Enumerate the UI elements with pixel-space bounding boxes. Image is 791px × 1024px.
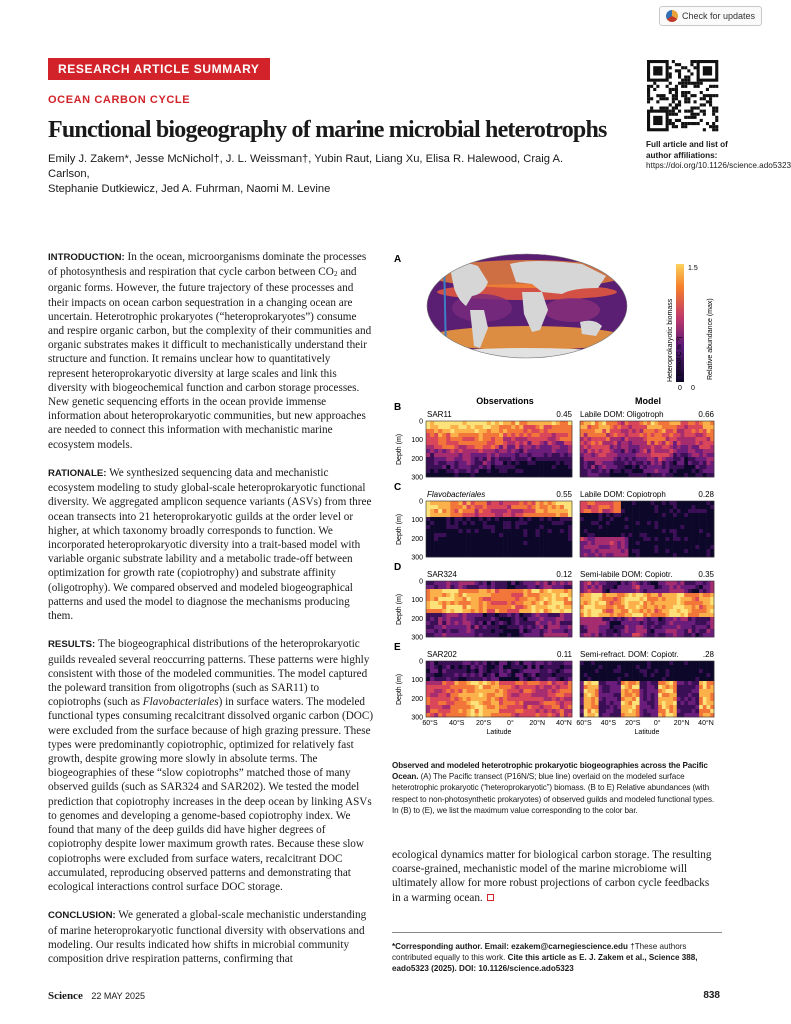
observation-max-value: 0.45 [556, 410, 572, 419]
panel-letter: D [394, 562, 402, 573]
results-heading: RESULTS: [48, 639, 96, 651]
conclusion-tail-text: ecological dynamics matter for biological carbon storage. The resulting coarse-grained, mechanistic model of the marine microbiome will ultimately allow for more robust projections of carbon cycle feedbacks in a warming ocean. [392, 849, 712, 904]
observation-max-value: 0.12 [556, 570, 572, 579]
latitude-tick-label: 60°S [422, 720, 438, 727]
page-title: Functional biogeography of marine microbial heterotrophs [48, 117, 607, 143]
panel-row-e [394, 642, 715, 736]
latitude-tick-label: 60°S [576, 720, 592, 727]
introduction-text-b: and organic forms. However, the future trajectory of these processes and their impacts on ocean carbon sequestration in a changing ocean are uncertain. Heterotrophic prokaryotes (“heteroprokaryotes”) consume and respire organic carbon, but the complexity of their communities and organic substrates makes it difficult to mechanistically understand their structure and function. It remains unclear how to quantitatively represent heteroprokaryotic diversity at large scales and link this diversity with biogeochemical function and carbon storage processes. New genetic sequencing efforts in the ocean provide immense information about heteroprokaryotic communities, but new approaches are needed to connect this information with mechanistic marine ecosystem models. [48, 266, 372, 451]
results-text-a: The biogeographical distributions of the heteroprokaryotic guilds revealed several reoccurring patterns. These patterns were highly consistent with those of the modeled communities. The model captured the poleward transition from oligotrophs (such as SAR11) to copiotrophs (such as [48, 638, 370, 709]
authors [48, 152, 578, 197]
colorbar-title-1: Heteroprokaryotic biomass [667, 298, 674, 382]
panel-letter: B [394, 402, 402, 413]
depth-tick-label: 100 [411, 437, 423, 445]
model-max-value: 0.28 [698, 490, 714, 499]
model-type-label: Semi-labile DOM: Copiotr. [580, 570, 673, 579]
observation-max-value: 0.55 [556, 490, 572, 499]
model-max-value: 0.35 [698, 570, 714, 579]
citation-note: Cite this article as E. J. Zakem et al., Science 388, eado5323 (2025). DOI: 10.1126/science.ado5323 [392, 953, 698, 973]
panel-letter: E [394, 642, 401, 653]
panel-letter: C [394, 482, 402, 493]
model-heatmap [580, 661, 714, 717]
latitude-tick-label: 0° [507, 720, 514, 727]
panel-row-b [394, 402, 715, 482]
article-link-note [646, 140, 791, 172]
article-doi-link[interactable]: https://doi.org/10.1126/science.ado5323 [646, 161, 791, 170]
conclusion-heading: CONCLUSION: [48, 910, 116, 922]
latitude-tick-label: 20°N [673, 720, 690, 727]
depth-axis-label: Depth (m) [396, 593, 403, 625]
equal-contribution-note: †These authors contributed equally to this work. [392, 942, 687, 962]
conclusion-paragraph [48, 908, 374, 966]
observation-guild-label: SAR11 [427, 410, 452, 419]
depth-tick-label: 200 [411, 695, 423, 703]
depth-tick-label: 200 [411, 455, 423, 463]
colorbar-rel-min-label: 0 [691, 385, 695, 392]
latitude-axis-label: Latitude [486, 729, 512, 736]
latitude-tick-label: 20°N [529, 720, 546, 727]
colorbar-title-3: Relative abundance (max) [707, 298, 714, 380]
depth-tick-label: 100 [411, 517, 423, 525]
latitude-tick-label: 40°N [556, 720, 572, 727]
model-heatmap [580, 501, 714, 557]
depth-tick-label: 300 [411, 474, 423, 482]
page-number: 838 [703, 990, 720, 1001]
panel-a-letter: A [394, 254, 402, 265]
article-link-label: Full article and list of author affiliations: [646, 140, 728, 160]
check-for-updates-button[interactable] [659, 6, 762, 26]
depth-tick-label: 100 [411, 597, 423, 605]
corresponding-author: *Corresponding author. Email: ezakem@carnegiescience.edu [392, 942, 628, 951]
journal-name: Science [48, 990, 83, 1002]
depth-tick-label: 0 [419, 578, 423, 586]
observation-guild-label: Flavobacteriales [427, 490, 486, 499]
depth-tick-label: 300 [411, 714, 423, 722]
pacific-transect-line [444, 256, 446, 356]
section-panels [394, 402, 715, 736]
model-heatmap [580, 581, 714, 637]
introduction-heading: INTRODUCTION: [48, 252, 125, 263]
results-italic: Flavobacteriales [142, 696, 219, 709]
depth-tick-label: 0 [419, 498, 423, 506]
observation-heatmap [426, 501, 572, 557]
model-type-label: Labile DOM: Copiotroph [580, 490, 666, 499]
conclusion-continuation [392, 848, 718, 905]
caption-text: (A) The Pacific transect (P16N/S; blue line) overlaid on the modeled surface heterotrophic prokaryotic (“heteroprokaryotic”) biomass. (B to E) Relative abundances (with respect to non-photosynthetic prokaryotes) of observed guilds and modeled functional types. In (B) to (E), we list the maximum value corresponding to the color bar. [392, 772, 715, 815]
colorbar-title-2: (mmol C m⁻³) [676, 336, 683, 376]
latitude-tick-label: 40°S [600, 720, 617, 727]
model-heatmap [580, 421, 714, 477]
depth-tick-label: 300 [411, 634, 423, 642]
model-type-label: Semi-refract. DOM: Copiotr. [580, 650, 679, 659]
ocean-biomass-map [427, 254, 627, 360]
end-mark-icon [487, 894, 494, 901]
panel-row-d [394, 562, 715, 642]
depth-tick-label: 0 [419, 418, 423, 426]
article-type-banner: RESEARCH ARTICLE SUMMARY [48, 58, 270, 80]
colorbar-max-label: 1.5 [688, 265, 698, 272]
depth-axis-label: Depth (m) [396, 513, 403, 545]
depth-tick-label: 100 [411, 677, 423, 685]
rationale-text: We synthesized sequencing data and mechanistic ecosystem modeling to study global-scale heteroprokaryotic functional diversity. We aggregated amplicon sequence variants (ASVs) from three ocean transects into 21 heteroprokaryotic guilds at the order level or higher, at which taxonomy broadly corresponds to function. We incorporated heteroprokaryotic diversity into a trait-based model with variable organic substrate lability and a metabolic trade-off between optimization for growth rate (copiotrophy) and substrate affinity (oligotrophy). We compared observed and modeled biogeographical patterns and used the model to diagnose the mechanisms producing them. [48, 467, 372, 623]
check-updates-label: Check for updates [681, 11, 755, 21]
publication-date: 22 MAY 2025 [91, 991, 146, 1001]
depth-axis-label: Depth (m) [396, 673, 403, 705]
depth-axis-label: Depth (m) [396, 433, 403, 465]
summary-figure [392, 248, 720, 748]
co2-subscript: 2 [333, 269, 338, 279]
observation-heatmap [426, 581, 572, 637]
observation-heatmap [426, 661, 572, 717]
latitude-tick-label: 40°S [449, 720, 465, 727]
latitude-tick-label: 0° [653, 720, 661, 727]
latitude-tick-label: 20°S [625, 720, 641, 727]
depth-tick-label: 200 [411, 535, 423, 543]
observation-guild-label: SAR324 [427, 570, 457, 579]
footer-journal [48, 990, 145, 1002]
rationale-heading: RATIONALE: [48, 468, 107, 480]
model-column-title: Model [635, 396, 661, 406]
depth-tick-label: 300 [411, 554, 423, 562]
caption-title: Observed and modeled heterotrophic prokaryotic biogeographies across the Pacific Ocean. [392, 761, 708, 782]
latitude-tick-label: 40°N [698, 720, 714, 727]
crossmark-icon [666, 10, 678, 22]
results-text-b: ) in surface waters. The modeled functional types consuming recalcitrant dissolved organic carbon (DOC) were excluded from the surface because of high grazing pressure. These types were predominantly copiotrophic, optimized for relatively fast growth, despite growing more slowly in absolute terms. The biogeographies of these “slow copiotrophs” matched those of many observed guilds (such as SAR324 and SAR202). We tested the model prediction that copiotrophy increases in the deep ocean by linking ASVs to genomes and developing a genome-based copiotrophy index. We found that many of the deep guilds did have higher degrees of copiotrophy despite lower maximum growth rates. Because these slow copiotrophs were excluded from surface waters, recalcitrant DOC accumulated, reproducing observed patterns and demonstrating that ecological interactions control surface DOC storage. [48, 696, 374, 893]
observation-heatmap [426, 421, 572, 477]
depth-tick-label: 0 [419, 658, 423, 666]
colorbar-min-label: 0 [678, 385, 682, 392]
conclusion-text: We generated a global-scale mechanistic understanding of marine heteroprokaryotic functional diversity with observations and modeling. Our results indicated how shifts in microbial community composition drive respiration patterns, confirming that [48, 909, 367, 965]
rationale-paragraph [48, 466, 374, 623]
latitude-axis-label: Latitude [634, 729, 660, 736]
qr-code-icon[interactable] [646, 56, 720, 136]
observation-max-value: 0.11 [557, 650, 572, 659]
introduction-paragraph [48, 250, 374, 452]
section-tag: OCEAN CARBON CYCLE [48, 94, 191, 106]
depth-tick-label: 200 [411, 615, 423, 623]
authors-line-2: Stephanie Dutkiewicz, Jed A. Fuhrman, Naomi M. Levine [48, 183, 331, 195]
model-max-value: .28 [702, 650, 714, 659]
correspondence-note [392, 932, 722, 974]
observation-guild-label: SAR202 [427, 650, 457, 659]
model-type-label: Labile DOM: Oligotroph [580, 410, 664, 419]
latitude-tick-label: 20°S [475, 720, 492, 727]
introduction-text-a: In the ocean, microorganisms dominate the processes of photosynthesis and respiration that cycle carbon between CO [48, 251, 367, 279]
authors-line-1: Emily J. Zakem*, Jesse McNichol†, J. L. Weissman†, Yubin Raut, Liang Xu, Elisa R. Halewood, Craig A. Carlson, [48, 153, 564, 180]
summary-text-column [48, 250, 374, 980]
results-paragraph [48, 637, 374, 894]
observations-column-title: Observations [476, 396, 534, 406]
model-max-value: 0.66 [698, 410, 714, 419]
figure-caption [392, 760, 722, 816]
panel-row-c [394, 482, 715, 562]
